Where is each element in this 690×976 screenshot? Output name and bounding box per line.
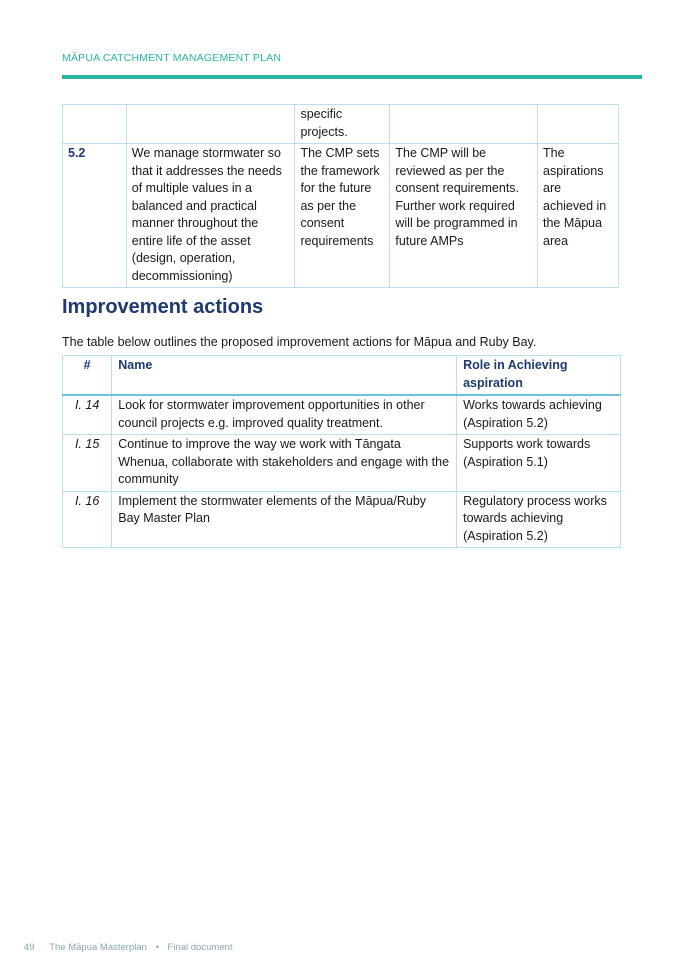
- review-text: The CMP will be reviewed as per the consent requirements. Further work required will be programmed in future AMPs: [390, 144, 538, 288]
- page-footer: [24, 942, 232, 953]
- table-header-row: [63, 356, 621, 396]
- table-row: [63, 491, 621, 548]
- footer-doc-title: The Māpua Masterplan: [49, 942, 147, 953]
- action-name: Implement the stormwater elements of the Māpua/Ruby Bay Master Plan: [112, 491, 457, 548]
- improvement-actions-table: [62, 355, 621, 548]
- aspiration-text: [126, 105, 295, 144]
- action-id: I. 15: [63, 435, 112, 492]
- section-title: Improvement actions: [62, 296, 264, 318]
- footer-separator: •: [155, 942, 159, 953]
- action-id: I. 16: [63, 491, 112, 548]
- footer-status: Final document: [167, 942, 233, 953]
- table-row: [63, 395, 621, 435]
- column-header-id: #: [63, 356, 112, 396]
- action-role: Works towards achieving (Aspiration 5.2): [457, 395, 621, 435]
- review-text: [390, 105, 538, 144]
- action-role: Regulatory process works towards achieving (Aspiration 5.2): [457, 491, 621, 548]
- approach-text: specific projects.: [295, 105, 390, 144]
- aspiration-number: [63, 105, 127, 144]
- column-header-name: Name: [112, 356, 457, 396]
- page-number: 49: [24, 942, 35, 953]
- approach-text: The CMP sets the framework for the future as per the consent requirements: [295, 144, 390, 288]
- action-role: Supports work towards (Aspiration 5.1): [457, 435, 621, 492]
- table-row: [63, 435, 621, 492]
- table-row: [63, 144, 619, 288]
- aspiration-number: 5.2: [63, 144, 127, 288]
- action-id: I. 14: [63, 395, 112, 435]
- outcome-text: The aspirations are achieved in the Māpua area: [538, 144, 619, 288]
- running-header: MĀPUA CATCHMENT MANAGEMENT PLAN: [62, 52, 282, 64]
- aspirations-table-continued: [62, 104, 619, 288]
- header-rule: [62, 75, 642, 79]
- action-name: Continue to improve the way we work with Tāngata Whenua, collaborate with stakeholders and engage with the community: [112, 435, 457, 492]
- column-header-role: Role in Achieving aspiration: [457, 356, 621, 396]
- aspiration-text: We manage stormwater so that it addresses the needs of multiple values in a balanced and practical manner throughout the entire life of the asset (design, operation, decommissioning): [126, 144, 295, 288]
- section-intro: The table below outlines the proposed improvement actions for Māpua and Ruby Bay.: [62, 335, 537, 349]
- action-name: Look for stormwater improvement opportunities in other council projects e.g. improved quality treatment.: [112, 395, 457, 435]
- table-row: [63, 105, 619, 144]
- outcome-text: [538, 105, 619, 144]
